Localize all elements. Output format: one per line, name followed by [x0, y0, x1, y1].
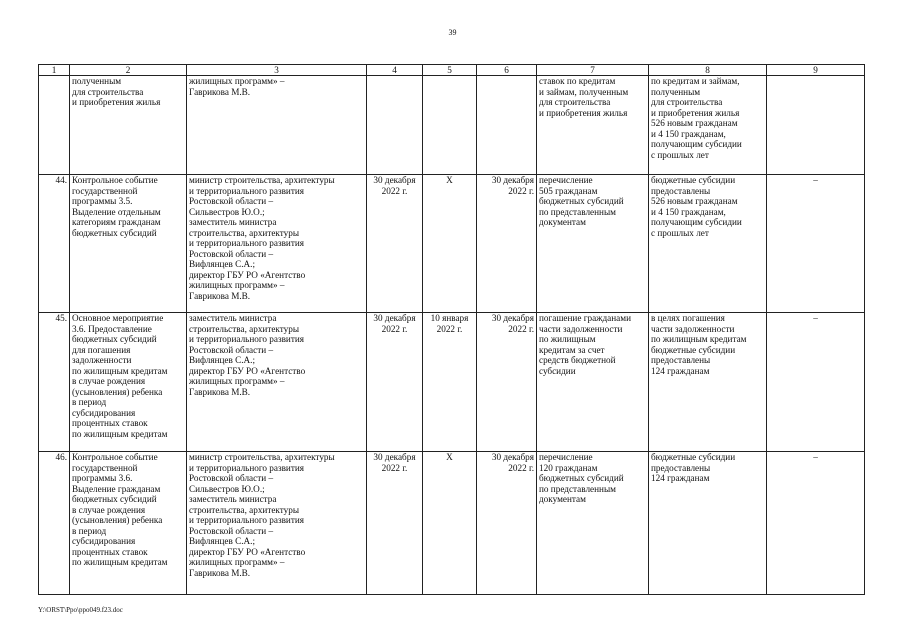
page-number: 39 — [448, 28, 457, 37]
actual-result-cell: в целях погашения части задолженности по жилищным кредитам бюджетные субсидии предоставлены 124 гражданам — [649, 313, 767, 452]
actual-start-cell: X — [423, 452, 477, 595]
planned-result-cell: погашение гражданами части задолженности по жилищным кредитам за счет средств бюджетной субсидии — [537, 313, 649, 452]
actual-result-cell: бюджетные субсидии предоставлены 124 гражданам — [649, 452, 767, 595]
event-name-cell: Контрольное событие государственной программы 3.5. Выделение отдельным категориям гражданам бюджетных субсидий — [70, 175, 187, 313]
notes-cell — [767, 76, 865, 175]
planned-result-cell: перечисление 120 гражданам бюджетных субсидий по представленным документам — [537, 452, 649, 595]
row-number-cell: 45. — [39, 313, 70, 452]
header-cell: 5 — [423, 65, 477, 76]
notes-cell: – — [767, 313, 865, 452]
actual-end-cell: 30 декабря 2022 г. — [477, 313, 537, 452]
row-number-cell: 44. — [39, 175, 70, 313]
header-cell: 4 — [367, 65, 423, 76]
header-cell: 6 — [477, 65, 537, 76]
planned-date-cell: 30 декабря 2022 г. — [367, 313, 423, 452]
row-number-cell — [39, 76, 70, 175]
actual-start-cell: 10 января 2022 г. — [423, 313, 477, 452]
planned-result-cell: ставок по кредитам и займам, полученным для строительства и приобретения жилья — [537, 76, 649, 175]
row-number-cell: 46. — [39, 452, 70, 595]
header-cell: 9 — [767, 65, 865, 76]
planned-date-cell: 30 декабря 2022 г. — [367, 175, 423, 313]
responsible-cell: заместитель министра строительства, архитектуры и территориального развития Ростовской области – Вифлянцев С.А.; директор ГБУ РО «Агентство жилищных программ» – Гаврикова М.В. — [187, 313, 367, 452]
actual-result-cell: бюджетные субсидии предоставлены 526 новым гражданам и 4 150 гражданам, получающим субсидии с прошлых лет — [649, 175, 767, 313]
file-path-footer: Y:\ORST\Ppo\ppo049.f23.doc — [38, 606, 123, 614]
actual-end-cell: 30 декабря 2022 г. — [477, 175, 537, 313]
table-header-row — [39, 65, 865, 76]
event-name-cell: полученным для строительства и приобретения жилья — [70, 76, 187, 175]
actual-result-cell: по кредитам и займам, полученным для строительства и приобретения жилья 526 новым гражданам и 4 150 гражданам, получающим субсидии с прошлых лет — [649, 76, 767, 175]
table-row — [39, 452, 865, 595]
planned-result-cell: перечисление 505 гражданам бюджетных субсидий по представленным документам — [537, 175, 649, 313]
responsible-cell: жилищных программ» – Гаврикова М.В. — [187, 76, 367, 175]
actual-start-cell: X — [423, 175, 477, 313]
header-cell: 8 — [649, 65, 767, 76]
planned-date-cell: 30 декабря 2022 г. — [367, 452, 423, 595]
responsible-cell: министр строительства, архитектуры и территориального развития Ростовской области – Сильвестров Ю.О.; заместитель министра строительства, архитектуры и территориального развития Ростовской области – Вифлянцев С.А.; директор ГБУ РО «Агентство жилищных программ» – Гаврикова М.В. — [187, 452, 367, 595]
program-events-table — [38, 64, 865, 595]
table-row — [39, 76, 865, 175]
actual-end-cell — [477, 76, 537, 175]
header-cell: 1 — [39, 65, 70, 76]
notes-cell: – — [767, 175, 865, 313]
actual-start-cell — [423, 76, 477, 175]
header-cell: 2 — [70, 65, 187, 76]
table-row — [39, 313, 865, 452]
header-cell: 7 — [537, 65, 649, 76]
event-name-cell: Основное мероприятие 3.6. Предоставление бюджетных субсидий для погашения задолженности по жилищным кредитам в случае рождения (усыновления) ребенка в период субсидирования процентных ставок по жилищным кредитам — [70, 313, 187, 452]
responsible-cell: министр строительства, архитектуры и территориального развития Ростовской области – Сильвестров Ю.О.; заместитель министра строительства, архитектуры и территориального развития Ростовской области – Вифлянцев С.А.; директор ГБУ РО «Агентство жилищных программ» – Гаврикова М.В. — [187, 175, 367, 313]
planned-date-cell — [367, 76, 423, 175]
header-cell: 3 — [187, 65, 367, 76]
event-name-cell: Контрольное событие государственной программы 3.6. Выделение гражданам бюджетных субсидий в случае рождения (усыновления) ребенка в период субсидирования процентных ставок по жилищным кредитам — [70, 452, 187, 595]
actual-end-cell: 30 декабря 2022 г. — [477, 452, 537, 595]
notes-cell: – — [767, 452, 865, 595]
table-row — [39, 175, 865, 313]
